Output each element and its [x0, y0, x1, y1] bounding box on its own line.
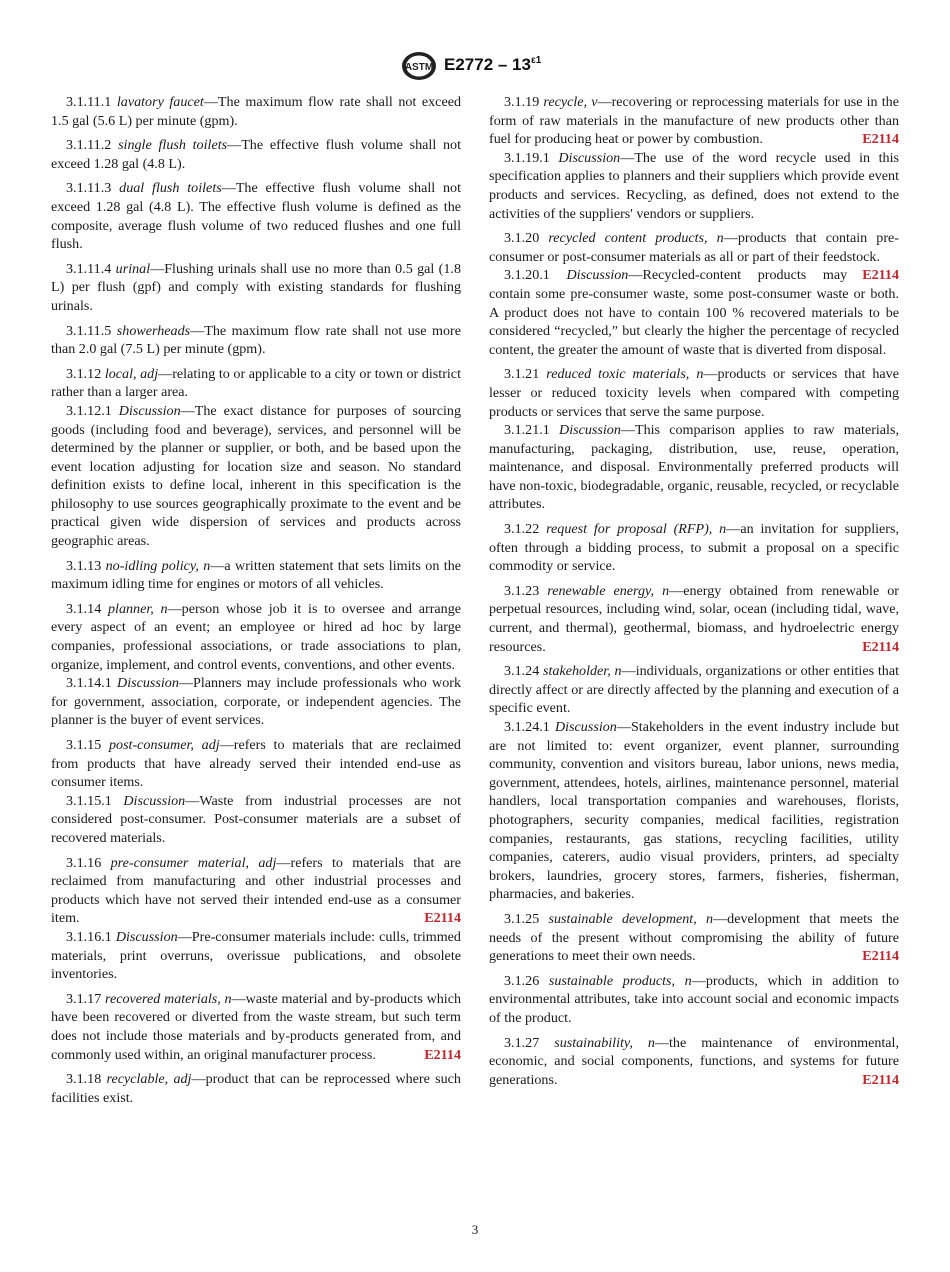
definition-paragraph: 3.1.26 sustainable products, n—products, which in addition to environmental attributes, take into account social and economic impacts of the product.: [489, 972, 899, 1026]
reference-code: E2114: [862, 267, 899, 284]
definition-paragraph: 3.1.17 recovered materials, n—waste material and by-products which have been recovered or diverted from the waste stream, but such term does not include those materials and by-products generated from, and commonly used within, an original manufacturer process. E2114: [51, 990, 462, 1063]
reference-code: E2114: [862, 1071, 899, 1088]
definition-paragraph: 3.1.24 stakeholder, n—individuals, organizations or other entities that directly affect or are directly affected by the planning and execution of a specific event.: [489, 663, 899, 717]
right-column: [489, 93, 899, 1095]
discussion-paragraph: 3.1.21.1 Discussion—This comparison applies to raw materials, manufacturing, packaging, distribution, use, reuse, operation, maintenance, and disposal. Environmentally preferred products will have non-toxic, biodegradable, organic, reusable, recycled, or recyclable attributes.: [489, 422, 899, 513]
definition-paragraph: 3.1.11.5 showerheads—The maximum flow rate shall not use more than 2.0 gal (7.5 L) per minute (gpm).: [51, 322, 461, 358]
reference-code: E2114: [424, 910, 461, 927]
discussion-paragraph: 3.1.16.1 Discussion—Pre-consumer materials include: culls, trimmed materials, print overruns, overissue publications, and obsolete inventories.: [51, 928, 461, 983]
definition-paragraph: 3.1.18 recyclable, adj—product that can be reprocessed where such facilities exist.: [51, 1071, 461, 1106]
reference-code: E2114: [862, 131, 899, 148]
page-header: [0, 50, 950, 82]
definition-paragraph: 3.1.25 sustainable development, n—development that meets the needs of the present without compromising the ability of future generations to meet their own needs. E2114: [489, 910, 899, 965]
definition-paragraph: 3.1.11.1 lavatory faucet—The maximum flow rate shall not exceed 1.5 gal (5.6 L) per minute (gpm).: [51, 94, 461, 129]
definition-paragraph: 3.1.16 pre-consumer material, adj—refers to materials that are reclaimed from manufacturing and other industrial processes and products which have not served their intended end-use as a consumer item. E2114: [51, 854, 461, 927]
astm-logo-icon: [401, 51, 437, 81]
definition-paragraph: 3.1.27 sustainability, n—the maintenance of environmental, economic, and social components, functions, and systems for future generations. E2114: [489, 1034, 899, 1088]
reference-code: E2114: [862, 948, 899, 965]
discussion-paragraph: 3.1.20.1 Discussion—Recycled-content products may contain some pre-consumer waste, some post-consumer waste or both. A product does not have to contain 100 % recovered materials to be considered “recycled,” but clearly the higher the percentage of recycled content, the greater the amount of waste that is diverted from disposal.: [489, 267, 899, 358]
definition-paragraph: 3.1.11.3 dual flush toilets—The effective flush volume shall not exceed 1.28 gal (4.8 L). The effective flush volume is defined as the composite, average flush volume of two reduced flushes and one full flush.: [51, 180, 461, 253]
discussion-paragraph: 3.1.14.1 Discussion—Planners may include professionals who work for government, association, corporate, or independent agencies. The planner is the buyer of event services.: [51, 675, 461, 729]
definition-paragraph: 3.1.11.4 urinal—Flushing urinals shall use no more than 0.5 gal (1.8 L) per flush (gpf) and comply with existing standards for flushing urinals.: [51, 260, 461, 314]
definition-paragraph: 3.1.15 post-consumer, adj—refers to materials that are reclaimed from products that have already served their intended end-use as consumer items.: [51, 737, 461, 791]
left-column: [51, 93, 461, 1113]
definition-paragraph: 3.1.12 local, adj—relating to or applicable to a city or town or district rather than a larger area.: [51, 365, 461, 401]
reference-code: E2114: [862, 638, 899, 655]
reference-code: E2114: [424, 1046, 461, 1063]
svg-text:ASTM: ASTM: [404, 62, 434, 73]
definition-paragraph: 3.1.22 request for proposal (RFP), n—an invitation for suppliers, often through a bidding process, to submit a proposal on a specific commodity or service.: [489, 521, 899, 575]
definition-paragraph: 3.1.11.2 single flush toilets—The effective flush volume shall not exceed 1.28 gal (4.8 L).: [51, 137, 462, 172]
definition-paragraph: 3.1.21 reduced toxic materials, n—products or services that have lesser or reduced toxicity levels when compared with competing products or services that serve the same purpose.: [489, 366, 899, 420]
page-number: 3: [471, 1222, 479, 1237]
definition-paragraph: 3.1.20 recycled content products, n—products that contain pre-consumer or post-consumer materials as all or part of their feedstock. E2114: [489, 230, 899, 284]
definition-paragraph: 3.1.23 renewable energy, n—energy obtained from renewable or perpetual resources, including wind, solar, ocean (including tidal, wave, current, and thermal), geothermal, biomass, and hydroelectric energy resources. E2114: [489, 582, 899, 655]
definition-paragraph: 3.1.14 planner, n—person whose job it is to oversee and arrange every aspect of an event; an employee or hired ad hoc by large companies, professional associations, or trade associations to plan, organize, implement, and control events, conventions, and other events.: [51, 600, 461, 673]
definition-paragraph: 3.1.19 recycle, v—recovering or reprocessing materials for use in the form of raw materials in the manufacture of new products other than fuel for producing heat or power by combustion. E2114: [489, 94, 899, 148]
discussion-paragraph: 3.1.19.1 Discussion—The use of the word recycle used in this specification applies to planners and their suppliers which provide event products and services. Recycling, as defined, does not extend to the activities of the suppliers' vendors or suppliers.: [489, 149, 899, 222]
discussion-paragraph: 3.1.24.1 Discussion—Stakeholders in the event industry include but are not limited to: event organizer, event planner, surrounding community, convention and visitors bureau, labor unions, news media, government, attendees, hotels, airlines, maintenance personnel, material handlers, local transportation companies and warehouses, florists, photographers, security companies, medical facilities, registration companies, restaurants, gas stations, recycling facilities, utility companies, caterers, audio visual providers, printers, ad specialty brokers, laundries, grocery stores, farmers, fisheries, fisherman, pharmacies, and bakeries.: [489, 719, 899, 903]
discussion-paragraph: 3.1.15.1 Discussion—Waste from industrial processes are not considered post-consumer. Post-consumer materials are a subset of recovered materials.: [51, 792, 461, 846]
definition-paragraph: 3.1.13 no-idling policy, n—a written statement that sets limits on the maximum idling time for engines or motors of all vehicles.: [51, 557, 461, 593]
document-designation: $E2772 - 13^{\varepsilon 1}$: [444, 55, 542, 74]
discussion-paragraph: 3.1.12.1 Discussion—The exact distance for purposes of sourcing goods (including food and beverage), services, and personnel will be determined by the planner or supplier, or both, and be based upon the event location adjusting for location size and season. No standard definition exists to define local, inherent in this specification is the philosophy to use sources geographically proximate to the event and be practical given wide dispersion of services and products across geographic areas.: [51, 402, 461, 550]
